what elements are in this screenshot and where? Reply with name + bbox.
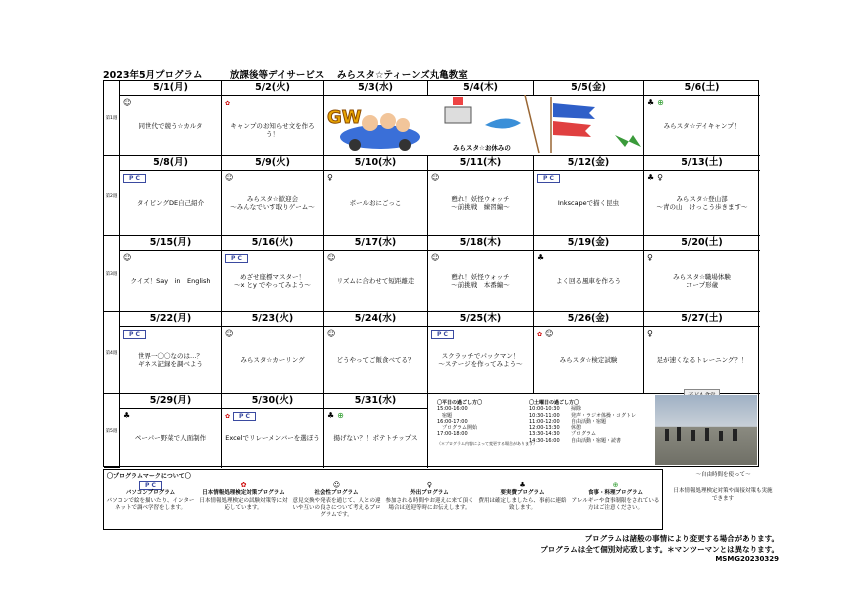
day-date: 5/4(木) xyxy=(428,81,534,96)
day-date: 5/15(月) xyxy=(120,236,222,251)
page-title: 2023年5月プログラム xyxy=(103,70,203,81)
weekday-schedule-title: 〇平日の過ごし方〇 xyxy=(437,400,483,406)
schedule-activity: 発声・ラジオ体操・コグトレ xyxy=(571,412,637,419)
weekday-schedule-row: 16:00-17:00 xyxy=(437,418,468,425)
week-label: 第3週 xyxy=(104,236,120,312)
program-title: 甦れ！妖怪ウォッチ ～前挑戦 本番編～ xyxy=(451,272,510,289)
program-mark-icon: ✿ ☺ xyxy=(537,329,554,338)
program-mark-icon: ☺ xyxy=(225,173,234,182)
schedule-time: 10:00-10:30 xyxy=(529,406,560,413)
legend-item-title: 要実費プログラム xyxy=(500,490,545,496)
program-mark-icon: P C xyxy=(537,173,563,183)
day-program-cell xyxy=(222,171,324,236)
day-date: 5/13(土) xyxy=(644,156,760,171)
footer-line-1: プログラムは諸般の事情により変更する場合があります。 xyxy=(584,534,779,543)
program-mark-icon: ♀ xyxy=(647,329,653,338)
schedule-time: 10:30-11:00 xyxy=(529,412,560,419)
legend-mark-icon: P C xyxy=(106,480,195,490)
program-mark-icon: ☺ xyxy=(327,253,336,262)
program-title: Excelでリレーメンバーを選ぼう xyxy=(225,434,320,442)
free-time-desc: 日本情報処理検定対策や面接対策も実施できます xyxy=(673,488,773,502)
program-mark-icon: ♣ xyxy=(123,411,131,420)
program-title: 甦れ！妖怪ウォッチ ～前挑戦 練習編～ xyxy=(451,194,510,211)
program-title: みらスタ☆登山部 ～青の山 けっこう歩きます～ xyxy=(656,194,748,211)
program-mark-icon: ♀ xyxy=(647,253,653,262)
day-program-cell xyxy=(120,409,222,468)
legend-mark-icon: ♣ xyxy=(519,481,526,489)
weekday-schedule-row: 15:00-16:00 xyxy=(437,406,468,413)
program-title: キャンプのお知らせ文を作ろう！ xyxy=(230,121,315,138)
facility-name: みらスタ☆ティーンズ丸亀教室 xyxy=(337,70,468,81)
weekday-schedule xyxy=(437,400,537,447)
day-program-cell xyxy=(120,96,222,156)
day-date: 5/25(木) xyxy=(428,312,534,327)
legend-item xyxy=(476,470,569,529)
footer-line-2: プログラムは全て個別対応致します。＊マンツーマンとは異なります。 xyxy=(540,545,779,554)
day-date: 5/22(月) xyxy=(120,312,222,327)
legend-item-title: 社会性プログラム xyxy=(314,490,359,496)
day-date: 5/18(木) xyxy=(428,236,534,251)
service-type: 放課後等デイサービス xyxy=(230,70,325,81)
legend-item-desc: 参加される時間やお迎えに来て頂く場合は送迎等時にお伝えします。 xyxy=(385,498,474,511)
program-title: Inkscapeで描く昆虫 xyxy=(557,199,620,207)
program-title: タイピングDE自己紹介 xyxy=(136,199,205,207)
legend-box xyxy=(103,469,663,530)
legend-item-desc: パソコンで絵を描いたり、インターネットで調べ学習をします。 xyxy=(106,498,195,511)
program-mark-icon: ♣ ⊕ xyxy=(327,411,344,420)
legend-mark-icon: ♀ xyxy=(426,481,433,489)
day-date: 5/2(火) xyxy=(222,81,324,96)
day-date: 5/8(月) xyxy=(120,156,222,171)
day-program-cell xyxy=(222,251,324,312)
free-time-title: ～自由時間を使って～ xyxy=(695,472,751,478)
day-date: 5/12(金) xyxy=(534,156,644,171)
legend-mark-icon: ⊕ xyxy=(612,481,619,489)
day-date: 5/23(火) xyxy=(222,312,324,327)
program-title: 同世代で競う☆カルタ xyxy=(138,121,203,130)
schedule-activity: 自由活動・宿題・読書 xyxy=(571,437,622,444)
gw-text: GW xyxy=(327,107,362,128)
day-date: 5/20(土) xyxy=(644,236,760,251)
program-mark-icon: P C xyxy=(431,329,457,339)
day-program-cell xyxy=(120,171,222,236)
week-label: 第4週 xyxy=(104,312,120,394)
day-date: 5/9(火) xyxy=(222,156,324,171)
program-title: みらスタ☆検定試験 xyxy=(559,356,618,364)
day-date: 5/30(火) xyxy=(222,394,324,409)
day-program-cell xyxy=(644,171,760,236)
schedule-activity: 掃除 xyxy=(571,406,582,413)
day-program-cell xyxy=(644,96,760,156)
day-date: 5/10(水) xyxy=(324,156,428,171)
program-title: みらスタ☆歓迎会 ～みんなでいす取りゲーム～ xyxy=(230,194,315,211)
legend-item xyxy=(569,470,662,529)
program-title: 足が速くなるトレーニング？！ xyxy=(656,356,748,364)
day-date: 5/11(木) xyxy=(428,156,534,171)
program-title: みらスタ☆カーリング xyxy=(240,356,305,364)
legend-item-desc: 日本情報処理検定の試験対策等に対応しています。 xyxy=(199,498,288,511)
program-title: ペーパー野菜で人面制作 xyxy=(134,434,207,442)
program-mark-icon: ☺ xyxy=(225,329,234,338)
day-date: 5/24(水) xyxy=(324,312,428,327)
legend-item-title: 日本情報処理検定対策プログラム xyxy=(202,490,285,496)
activity-photo xyxy=(655,395,757,465)
legend-item-desc: 意見交換や発表を通じて、人との違いや互いの良さについて考えるプログラムです。 xyxy=(292,498,381,518)
program-mark-icon: ☺ xyxy=(431,253,440,262)
day-date: 5/29(月) xyxy=(120,394,222,409)
program-title: クイズ！Say in English xyxy=(130,277,211,285)
legend-title: 〇プログラムマークについて〇 xyxy=(107,473,191,480)
legend-item-title: 外出プログラム xyxy=(410,490,449,496)
schedule-activity: 自由活動・宿題 xyxy=(571,418,607,425)
weekday-schedule-note: （＊プログラム内容によって変更する場合があります） xyxy=(437,440,537,446)
weekday-schedule-row: 17:00-18:00 xyxy=(437,431,468,438)
program-mark-icon: P C xyxy=(123,329,149,339)
legend-item xyxy=(104,470,197,529)
week-label: 第5週 xyxy=(104,394,120,468)
day-program-cell xyxy=(428,327,534,394)
day-program-cell xyxy=(324,171,428,236)
saturday-schedule xyxy=(529,400,654,444)
saturday-schedule-row xyxy=(529,438,654,444)
legend-mark-icon: ☺ xyxy=(332,481,341,489)
day-program-cell xyxy=(324,327,428,394)
holiday-text: みらスタ☆お休みの xyxy=(453,144,511,152)
day-date: 5/3(水) xyxy=(324,81,428,96)
legend-item xyxy=(197,470,290,529)
program-title: よく回る風車を作ろう xyxy=(556,277,621,285)
program-mark-icon: ✿ xyxy=(225,100,231,107)
day-program-cell xyxy=(534,251,644,312)
day-program-cell xyxy=(428,251,534,312)
day-program-cell xyxy=(324,409,428,468)
program-mark-icon: ♀ xyxy=(327,173,333,182)
schedule-time: 13:30-14:30 xyxy=(529,431,560,438)
day-program-cell xyxy=(222,409,324,468)
day-date: 5/5(金) xyxy=(534,81,644,96)
legend-item-title: パソコンプログラム xyxy=(125,490,176,496)
day-program-cell xyxy=(644,251,760,312)
legend-item-desc: 費用は確定しましたら、事前に連絡致します。 xyxy=(478,498,567,511)
weekday-schedule-row: 宿題 xyxy=(437,412,453,419)
program-title: 世界一〇〇なのは…？ ギネス記録を調べよう xyxy=(138,351,203,368)
legend-item-desc: アレルギーや食事制限をされている方はご注意ください。 xyxy=(571,498,660,511)
day-program-cell xyxy=(534,171,644,236)
schedule-time: 12:00-13:30 xyxy=(529,425,560,432)
day-program-cell xyxy=(222,96,324,156)
day-program-cell xyxy=(324,251,428,312)
footer-code: MSMG20230329 xyxy=(715,555,779,563)
day-program-cell xyxy=(120,327,222,394)
day-date: 5/26(金) xyxy=(534,312,644,327)
day-date: 5/1(月) xyxy=(120,81,222,96)
program-title: スクラッチでパックマン！ ～ステージを作ってみよう～ xyxy=(438,351,523,368)
day-date: 5/27(土) xyxy=(644,312,760,327)
program-mark-icon: P C xyxy=(123,173,149,183)
week-label: 第1週 xyxy=(104,81,120,156)
schedule-time: 11:00-12:00 xyxy=(529,418,560,425)
program-title: リズムに合わせて短距離走 xyxy=(336,277,415,285)
day-date: 5/16(火) xyxy=(222,236,324,251)
saturday-schedule-title: 〇土曜日の過ごし方〇 xyxy=(529,400,580,406)
weekday-schedule-row: プログラム開始 xyxy=(437,425,477,432)
program-mark-icon: ♣ xyxy=(537,253,545,262)
program-title: ボールおにごっこ xyxy=(349,199,402,207)
program-mark-icon: ♣ ♀ xyxy=(647,173,664,182)
day-program-cell xyxy=(120,251,222,312)
program-mark-icon: ✿ P C xyxy=(225,411,259,421)
legend-item xyxy=(383,470,476,529)
day-date: 5/17(水) xyxy=(324,236,428,251)
program-title: めざせ座標マスター！ ～x とy でやってみよう～ xyxy=(234,272,311,289)
legend-item xyxy=(290,470,383,529)
koinobori-illustration xyxy=(545,95,645,155)
day-program-cell xyxy=(534,327,644,394)
legend-mark-icon: ✿ xyxy=(240,481,247,489)
program-mark-icon: ☺ xyxy=(123,253,132,262)
program-title: みらスタ☆デイキャンプ！ xyxy=(663,121,741,130)
free-time-note xyxy=(673,471,773,503)
legend-item-title: 食事・料理プログラム xyxy=(588,490,643,496)
program-title: みらスタ☆職場体験 コープ形歳 xyxy=(673,272,731,289)
day-date: 5/6(土) xyxy=(644,81,760,96)
program-mark-icon: P C xyxy=(225,253,251,263)
week-label: 第2週 xyxy=(104,156,120,236)
schedule-activity: プログラム xyxy=(571,431,596,438)
program-mark-icon: ☺ xyxy=(431,173,440,182)
program-mark-icon: ☺ xyxy=(327,329,336,338)
day-date: 5/19(金) xyxy=(534,236,644,251)
day-program-cell xyxy=(428,171,534,236)
schedule-activity: 休憩 xyxy=(571,425,582,432)
day-program-cell xyxy=(222,327,324,394)
program-mark-icon: ♣ ⊕ xyxy=(647,98,664,107)
program-title: どうやってご飯食べてる？ xyxy=(336,356,415,364)
day-program-cell xyxy=(644,327,760,394)
program-mark-icon: ☺ xyxy=(123,98,132,107)
golden-week-illustration xyxy=(325,95,543,155)
day-date: 5/31(水) xyxy=(324,394,428,409)
schedule-time: 14:30-16:00 xyxy=(529,437,560,444)
program-title: 揚げない？！ポテトチップス xyxy=(333,434,418,442)
